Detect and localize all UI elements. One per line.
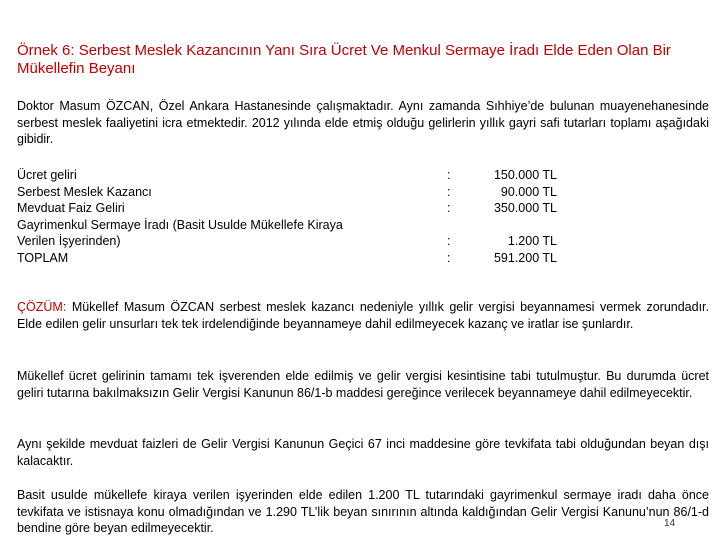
- solution-text: Mükellef Masum ÖZCAN serbest meslek kazancı nedeniyle yıllık gelir vergisi beyannamesi vermek zorundadır. Elde edilen gelir unsurları tek tek irdelendiğinde beyannameye dahil edilmeyecek kazanç ve iratlar ise şunlardır.: [17, 300, 709, 331]
- table-row: [17, 200, 577, 217]
- paragraph-deposit-interest: Aynı şekilde mevduat faizleri de Gelir Vergisi Kanunun Geçici 67 inci maddesine göre tevkifata tabi olduğundan beyan dışı kalacaktır.: [17, 437, 709, 468]
- row-colon: :: [447, 201, 451, 215]
- row-label: Gayrimenkul Sermaye İradı (Basit Usulde Mükellefe Kiraya Verilen İşyerinden): [17, 217, 343, 248]
- intro-paragraph: Doktor Masum ÖZCAN, Özel Ankara Hastanesinde çalışmaktadır. Aynı zamanda Sıhhiye’de bulunan muayenehanesinde serbest meslek faaliyetini icra etmektedir. 2012 yılında elde etmiş olduğu gelirlerin yıllık gayri safi tutarları toplamı aşağıdaki gibidir.: [17, 99, 709, 146]
- page-title: Örnek 6: Serbest Meslek Kazancının Yanı Sıra Ücret Ve Menkul Sermaye İradı Elde Eden Olan Bir Mükellefin Beyanı: [17, 42, 671, 77]
- paragraph-wage-income: Mükellef ücret gelirinin tamamı tek işverenden elde edilmiş ve gelir vergisi kesintisine tabi tutulmuştur. Bu durumda ücret geliri tutarına bakılmaksızın Gelir Vergisi Kanunun 86/1-b maddesi gereğince verilecek beyannameye dahil edilmeyecektir.: [17, 369, 709, 400]
- row-value: 591.200 TL: [493, 250, 557, 265]
- table-row: [17, 167, 577, 184]
- row-value: 1.200 TL: [507, 234, 557, 248]
- row-colon: :: [447, 168, 451, 182]
- row-label: Ücret geliri: [17, 168, 77, 182]
- solution-label: ÇÖZÜM:: [17, 300, 67, 314]
- solution-paragraph: [17, 299, 709, 332]
- row-value: 150.000 TL: [493, 168, 557, 182]
- row-label: Mevduat Faiz Geliri: [17, 201, 125, 215]
- page-number: 14: [664, 518, 676, 529]
- row-label: TOPLAM: [17, 250, 69, 265]
- table-row: [17, 184, 577, 201]
- row-value: 350.000 TL: [493, 201, 557, 215]
- table-row-total: [17, 250, 577, 267]
- table-row: [17, 217, 577, 250]
- row-colon: :: [447, 250, 451, 265]
- income-table: [17, 167, 577, 266]
- row-colon: :: [447, 184, 451, 199]
- row-label: Serbest Meslek Kazancı: [17, 184, 152, 199]
- row-colon: :: [447, 234, 451, 248]
- row-value: 90.000 TL: [500, 184, 557, 199]
- paragraph-rental-income: Basit usulde mükellefe kiraya verilen işyerinden elde edilen 1.200 TL tutarındaki gayrimenkul sermaye iradı daha önce tevkifata ve istisnaya konu olmadığından ve 1.290 TL’lik beyan sınırının altında kaldığından Gelir Vergisi Kanunu’nun 86/1-d bendine göre beyan edilmeyecektir.: [17, 488, 709, 535]
